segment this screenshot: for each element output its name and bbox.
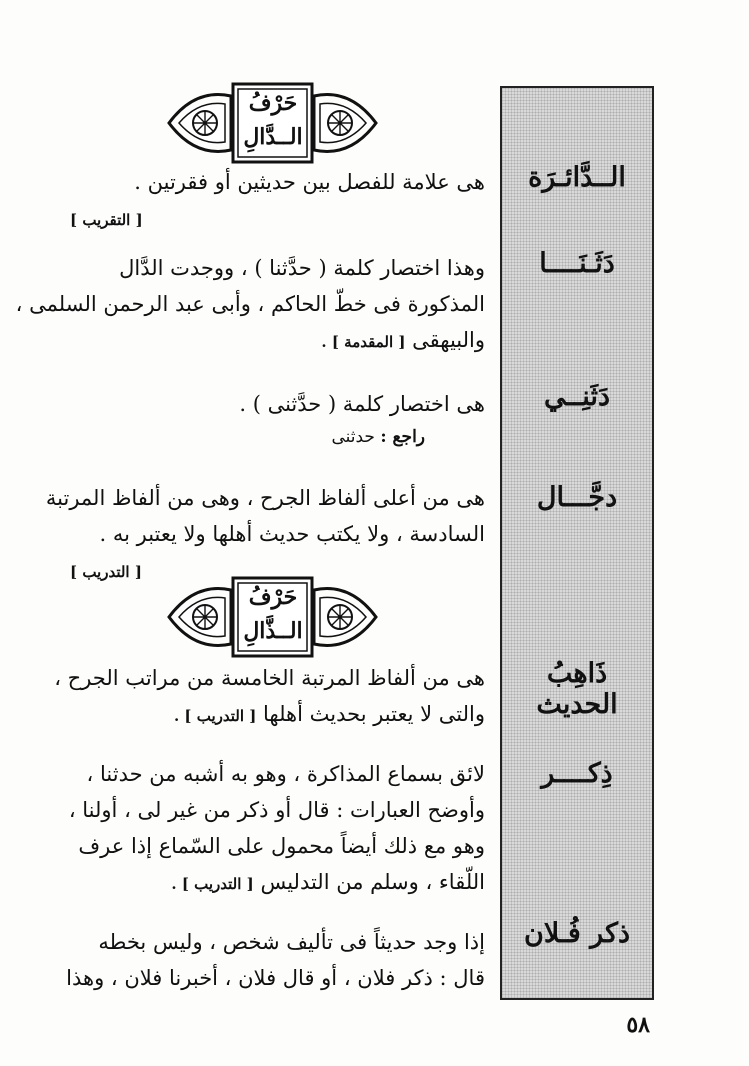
entry-text: والبيهقى	[412, 328, 485, 352]
letter-dal-header	[165, 82, 380, 164]
header-line-1: حَرْفُ	[248, 584, 298, 610]
entry-dathani	[70, 386, 485, 452]
entry-dathana	[15, 250, 485, 360]
term-dathana: دَثَـنَــــا	[539, 248, 615, 279]
entry-dhikr-fulan	[66, 924, 485, 996]
terms-column	[500, 86, 654, 1000]
see-also-label: راجع :	[380, 427, 425, 447]
source-citation: [ التدريب ] .	[173, 707, 257, 725]
page-number: ٥٨	[626, 1012, 650, 1038]
entry-text: وهذا اختصار كلمة ( حدَّثنا ) ، ووجدت الدَّال	[119, 256, 485, 280]
entry-text: السادسة ، ولا يكتب حديث أهلها ولا يعتبر به .	[99, 522, 485, 546]
header-line-2: الــدَّالِ	[243, 124, 303, 150]
entry-text: المذكورة فى خطّ الحاكم ، وأبى عبد الرحمن السلمى ،	[15, 292, 485, 316]
header-line-2: الــذَّالِ	[243, 618, 303, 644]
entry-text: والتى لا يعتبر بحديث أهلها	[263, 702, 485, 726]
see-also-value: حدثنى	[331, 427, 375, 447]
entry-text: وهو مع ذلك أيضاً محمول على السّماع إذا عرف	[78, 834, 485, 858]
entry-text: وأوضح العبارات : قال أو ذكر من غير لى ، أولنا ،	[68, 798, 485, 822]
entry-text: هى علامة للفصل بين حديثين أو فقرتين .	[134, 170, 485, 194]
term-dathani: دَثَنِــي	[543, 381, 610, 412]
entry-text: قال : ذكر فلان ، أو قال فلان ، أخبرنا فلان ، وهذا	[66, 966, 485, 990]
term-dhikr-fulan: ذكر فُـلان	[524, 918, 630, 949]
entry-text: هى من أعلى ألفاظ الجرح ، وهى من ألفاظ المرتبة	[45, 486, 485, 510]
term-dhahib-al-hadith: ذَاهِبُ الحديث	[536, 658, 618, 720]
entry-text: إذا وجد حديثاً فى تأليف شخص ، وليس بخطه	[98, 930, 485, 954]
letter-dhal-title	[237, 580, 309, 654]
term-daira: الــدَّائـرَة	[528, 162, 626, 193]
source-citation: [ المقدمة ] .	[321, 333, 406, 351]
entry-dajjal	[45, 480, 485, 590]
entry-daira	[70, 164, 485, 238]
source-citation: [ التقريب ]	[70, 211, 143, 229]
term-dhikr: ذِكــــر	[541, 758, 613, 789]
see-also	[70, 422, 485, 452]
source-citation: [ التدريب ] .	[171, 875, 254, 893]
letter-dhal-header	[165, 576, 380, 658]
entry-text: هى من ألفاظ المرتبة الخامسة من مراتب الجرح ،	[54, 666, 485, 690]
entry-dhahib-al-hadith	[54, 660, 485, 734]
entry-dhikr	[70, 756, 485, 902]
header-line-1: حَرْفُ	[248, 90, 298, 116]
letter-dal-title	[237, 86, 309, 160]
entry-text: لائق بسماع المذاكرة ، وهو به أشبه من حدثنا ،	[86, 762, 485, 786]
source-citation: [ التدريب ]	[70, 563, 142, 581]
term-dajjal: دجَّـــال	[536, 482, 618, 513]
entry-text: هى اختصار كلمة ( حدَّثنى ) .	[239, 392, 485, 416]
entry-text: اللّقاء ، وسلم من التدليس	[260, 870, 485, 894]
